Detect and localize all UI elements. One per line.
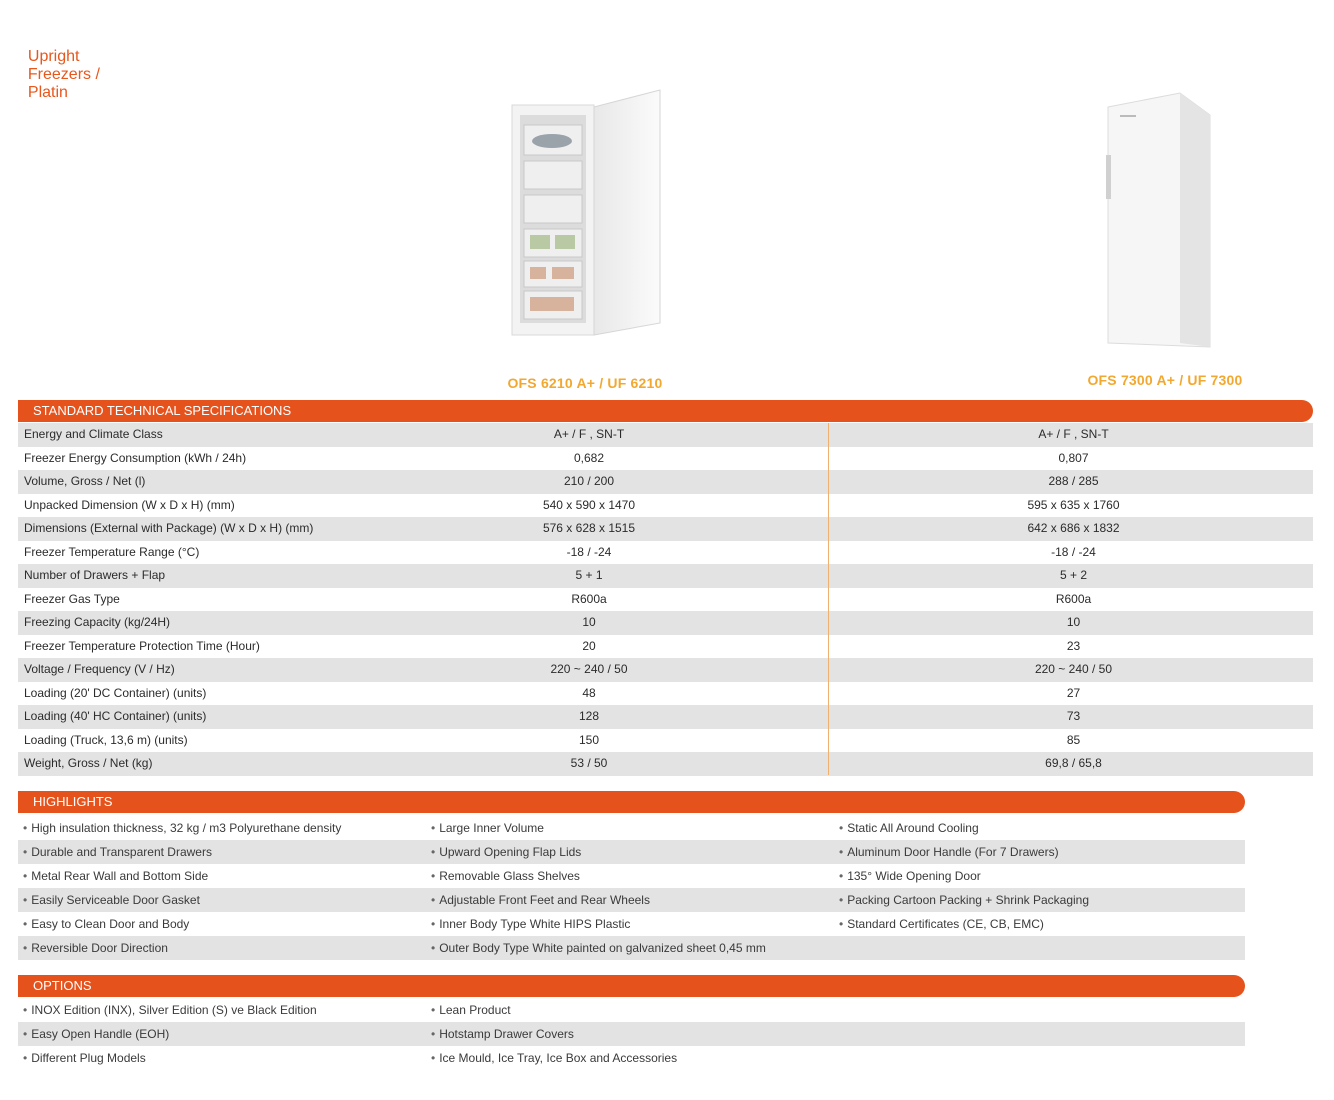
spec-label: Loading (Truck, 13,6 m) (units) xyxy=(24,732,188,747)
spec-label: Voltage / Frequency (V / Hz) xyxy=(24,662,175,676)
list-cell xyxy=(431,1022,839,1046)
bullet-icon: • xyxy=(839,821,844,835)
spec-value: 642 x 686 x 1832 xyxy=(1027,521,1120,535)
list-row xyxy=(18,912,1245,936)
list-cell xyxy=(18,912,431,936)
spec-label: Volume, Gross / Net (l) xyxy=(24,474,146,488)
list-item-text: Inner Body Type White HIPS Plastic xyxy=(439,917,631,931)
bullet-icon: • xyxy=(431,1027,436,1041)
list-row xyxy=(18,816,1245,840)
list-row xyxy=(18,864,1245,888)
freezer-closed-image xyxy=(1080,85,1250,355)
breadcrumb-item-series: Platin xyxy=(27,84,68,101)
spec-value: 53 / 50 xyxy=(570,756,608,770)
list-cell xyxy=(431,864,839,888)
list-cell xyxy=(839,864,1245,888)
list-item-text: Static All Around Cooling xyxy=(847,821,979,835)
bullet-icon: • xyxy=(431,1051,436,1065)
list-row xyxy=(18,888,1245,912)
spec-label: Freezer Temperature Protection Time (Hour) xyxy=(24,638,260,653)
bullet-icon: • xyxy=(839,893,844,907)
breadcrumb-item-category[interactable]: Upright xyxy=(27,48,80,65)
spec-row xyxy=(18,635,1313,659)
list-row xyxy=(18,936,1245,960)
spec-value: 5 + 2 xyxy=(1059,568,1088,582)
bullet-icon: • xyxy=(23,845,28,859)
spec-label: Loading (40' HC Container) (units) xyxy=(24,709,207,723)
spec-value: 576 x 628 x 1515 xyxy=(542,521,636,535)
list-cell xyxy=(431,998,839,1022)
list-row xyxy=(18,998,1245,1022)
spec-label: Unpacked Dimension (W x D x H) (mm) xyxy=(24,497,235,512)
spec-value: -18 / -24 xyxy=(566,544,612,559)
list-row xyxy=(18,840,1245,864)
list-cell xyxy=(18,1046,431,1070)
spec-row xyxy=(18,705,1313,729)
bullet-icon: • xyxy=(23,1027,28,1041)
spec-value: 69,8 / 65,8 xyxy=(1045,756,1102,770)
bullet-icon: • xyxy=(431,821,436,835)
spec-row xyxy=(18,447,1313,471)
spec-label: Freezing Capacity (kg/24H) xyxy=(24,615,171,629)
spec-row xyxy=(18,517,1313,541)
bullet-icon: • xyxy=(431,869,436,883)
spec-row xyxy=(18,611,1313,635)
spec-value: 220 ~ 240 / 50 xyxy=(1034,662,1113,676)
list-item-text: Upward Opening Flap Lids xyxy=(439,845,582,859)
spec-row xyxy=(18,658,1313,682)
list-cell xyxy=(18,840,431,864)
spec-label: Loading (20' DC Container) (units) xyxy=(24,685,207,700)
spec-value: R600a xyxy=(571,591,607,606)
list-row xyxy=(18,1046,1245,1070)
spec-value: -18 / -24 xyxy=(1051,544,1096,559)
spec-value: 288 / 285 xyxy=(1048,474,1099,488)
spec-label: Energy and Climate Class xyxy=(24,427,163,441)
spec-label: Number of Drawers + Flap xyxy=(24,568,166,582)
bullet-icon: • xyxy=(23,869,28,883)
breadcrumb xyxy=(19,30,110,102)
spec-row xyxy=(18,588,1313,612)
list-cell xyxy=(18,864,431,888)
spec-row xyxy=(18,470,1313,494)
bullet-icon: • xyxy=(23,893,28,907)
list-cell xyxy=(18,816,431,840)
spec-label: Dimensions (External with Package) (W x D x H) (mm) xyxy=(24,521,314,535)
list-cell xyxy=(431,936,839,960)
bullet-icon: • xyxy=(431,917,436,931)
list-item-text: Aluminum Door Handle (For 7 Drawers) xyxy=(847,845,1059,859)
spec-value: 150 xyxy=(578,732,600,747)
spec-row xyxy=(18,752,1313,776)
spec-row xyxy=(18,682,1313,706)
list-cell xyxy=(839,888,1245,912)
list-cell xyxy=(431,912,839,936)
list-cell xyxy=(18,936,431,960)
spec-value: 85 xyxy=(1066,732,1081,747)
list-cell xyxy=(431,840,839,864)
bullet-icon: • xyxy=(431,941,436,955)
list-item-text: 135° Wide Opening Door xyxy=(847,869,981,883)
spec-value: 210 / 200 xyxy=(563,474,615,488)
list-row xyxy=(18,1022,1245,1046)
section-header-options: OPTIONS xyxy=(18,975,1245,997)
list-cell xyxy=(839,816,1245,840)
list-item-text: High insulation thickness, 32 kg / m3 Polyurethane density xyxy=(31,821,342,835)
list-cell xyxy=(431,1046,839,1070)
bullet-icon: • xyxy=(23,821,28,835)
bullet-icon: • xyxy=(839,869,844,883)
list-item-text: Easy Open Handle (EOH) xyxy=(31,1027,170,1041)
spec-value: R600a xyxy=(1055,591,1092,606)
spec-value: 10 xyxy=(1066,615,1081,629)
spec-value: 27 xyxy=(1066,685,1081,700)
spec-value: A+ / F , SN-T xyxy=(553,427,625,441)
spec-value: 23 xyxy=(1066,638,1081,653)
product-ofs-7300 xyxy=(1080,85,1250,388)
spec-value: 540 x 590 x 1470 xyxy=(542,497,636,512)
spec-row xyxy=(18,541,1313,565)
spec-value: A+ / F , SN-T xyxy=(1038,427,1109,441)
spec-value: 20 xyxy=(582,638,596,653)
list-item-text: Removable Glass Shelves xyxy=(439,869,580,883)
list-item-text: Adjustable Front Feet and Rear Wheels xyxy=(439,893,650,907)
list-item-text: Lean Product xyxy=(439,1003,511,1017)
list-item-text: Durable and Transparent Drawers xyxy=(31,845,212,859)
spec-value: 0,807 xyxy=(1058,450,1089,465)
spec-row xyxy=(18,494,1313,518)
options-list xyxy=(18,998,1245,1070)
list-item-text: Metal Rear Wall and Bottom Side xyxy=(31,869,209,883)
list-item-text: Easy to Clean Door and Body xyxy=(31,917,190,931)
spec-value: 73 xyxy=(1066,709,1081,723)
column-divider xyxy=(828,423,829,775)
spec-row xyxy=(18,564,1313,588)
bullet-icon: • xyxy=(839,845,844,859)
spec-value: 0,682 xyxy=(573,450,605,465)
bullet-icon: • xyxy=(23,941,28,955)
breadcrumb-item-subcategory[interactable]: Freezers / xyxy=(27,66,100,83)
spec-label: Freezer Energy Consumption (kWh / 24h) xyxy=(24,450,247,465)
section-header-specifications: STANDARD TECHNICAL SPECIFICATIONS xyxy=(18,400,1313,422)
spec-row xyxy=(18,423,1313,447)
list-cell xyxy=(839,912,1245,936)
freezer-open-image xyxy=(500,85,670,345)
spec-row xyxy=(18,729,1313,753)
section-header-highlights: HIGHLIGHTS xyxy=(18,791,1245,813)
list-cell xyxy=(839,840,1245,864)
list-item-text: Reversible Door Direction xyxy=(31,941,168,955)
spec-value: 5 + 1 xyxy=(575,568,603,582)
list-cell xyxy=(839,936,1245,960)
spec-value: 10 xyxy=(582,615,596,629)
list-item-text: Ice Mould, Ice Tray, Ice Box and Accessories xyxy=(439,1051,678,1065)
spec-label: Weight, Gross / Net (kg) xyxy=(24,756,153,770)
spec-value: 595 x 635 x 1760 xyxy=(1027,497,1120,512)
product-name: OFS 7300 A+ / UF 7300 xyxy=(1087,372,1243,388)
bullet-icon: • xyxy=(839,917,844,931)
bullet-icon: • xyxy=(431,893,436,907)
list-item-text: Packing Cartoon Packing + Shrink Packaging xyxy=(847,893,1090,907)
bullet-icon: • xyxy=(431,845,436,859)
list-cell xyxy=(431,816,839,840)
list-cell xyxy=(431,888,839,912)
specifications-table xyxy=(18,423,1313,776)
spec-value: 48 xyxy=(582,685,596,700)
list-cell xyxy=(18,888,431,912)
list-item-text: Different Plug Models xyxy=(31,1051,146,1065)
list-item-text: Outer Body Type White painted on galvanized sheet 0,45 mm xyxy=(439,941,766,955)
bullet-icon: • xyxy=(23,1051,28,1065)
list-cell xyxy=(839,1022,1245,1046)
list-item-text: INOX Edition (INX), Silver Edition (S) ve Black Edition xyxy=(31,1003,317,1017)
spec-label: Freezer Temperature Range (°C) xyxy=(24,544,200,559)
list-item-text: Standard Certificates (CE, CB, EMC) xyxy=(847,917,1044,931)
spec-value: 220 ~ 240 / 50 xyxy=(550,662,628,676)
product-name: OFS 6210 A+ / UF 6210 xyxy=(507,375,663,391)
list-cell xyxy=(839,998,1245,1022)
list-item-text: Large Inner Volume xyxy=(439,821,544,835)
spec-label: Freezer Gas Type xyxy=(24,591,120,606)
list-cell xyxy=(839,1046,1245,1070)
bullet-icon: • xyxy=(431,1003,436,1017)
product-ofs-6210 xyxy=(500,85,670,391)
list-item-text: Hotstamp Drawer Covers xyxy=(439,1027,574,1041)
list-cell xyxy=(18,998,431,1022)
spec-value: 128 xyxy=(578,709,600,723)
bullet-icon: • xyxy=(23,1003,28,1017)
list-item-text: Easily Serviceable Door Gasket xyxy=(31,893,200,907)
highlights-list xyxy=(18,816,1245,960)
list-cell xyxy=(18,1022,431,1046)
bullet-icon: • xyxy=(23,917,28,931)
